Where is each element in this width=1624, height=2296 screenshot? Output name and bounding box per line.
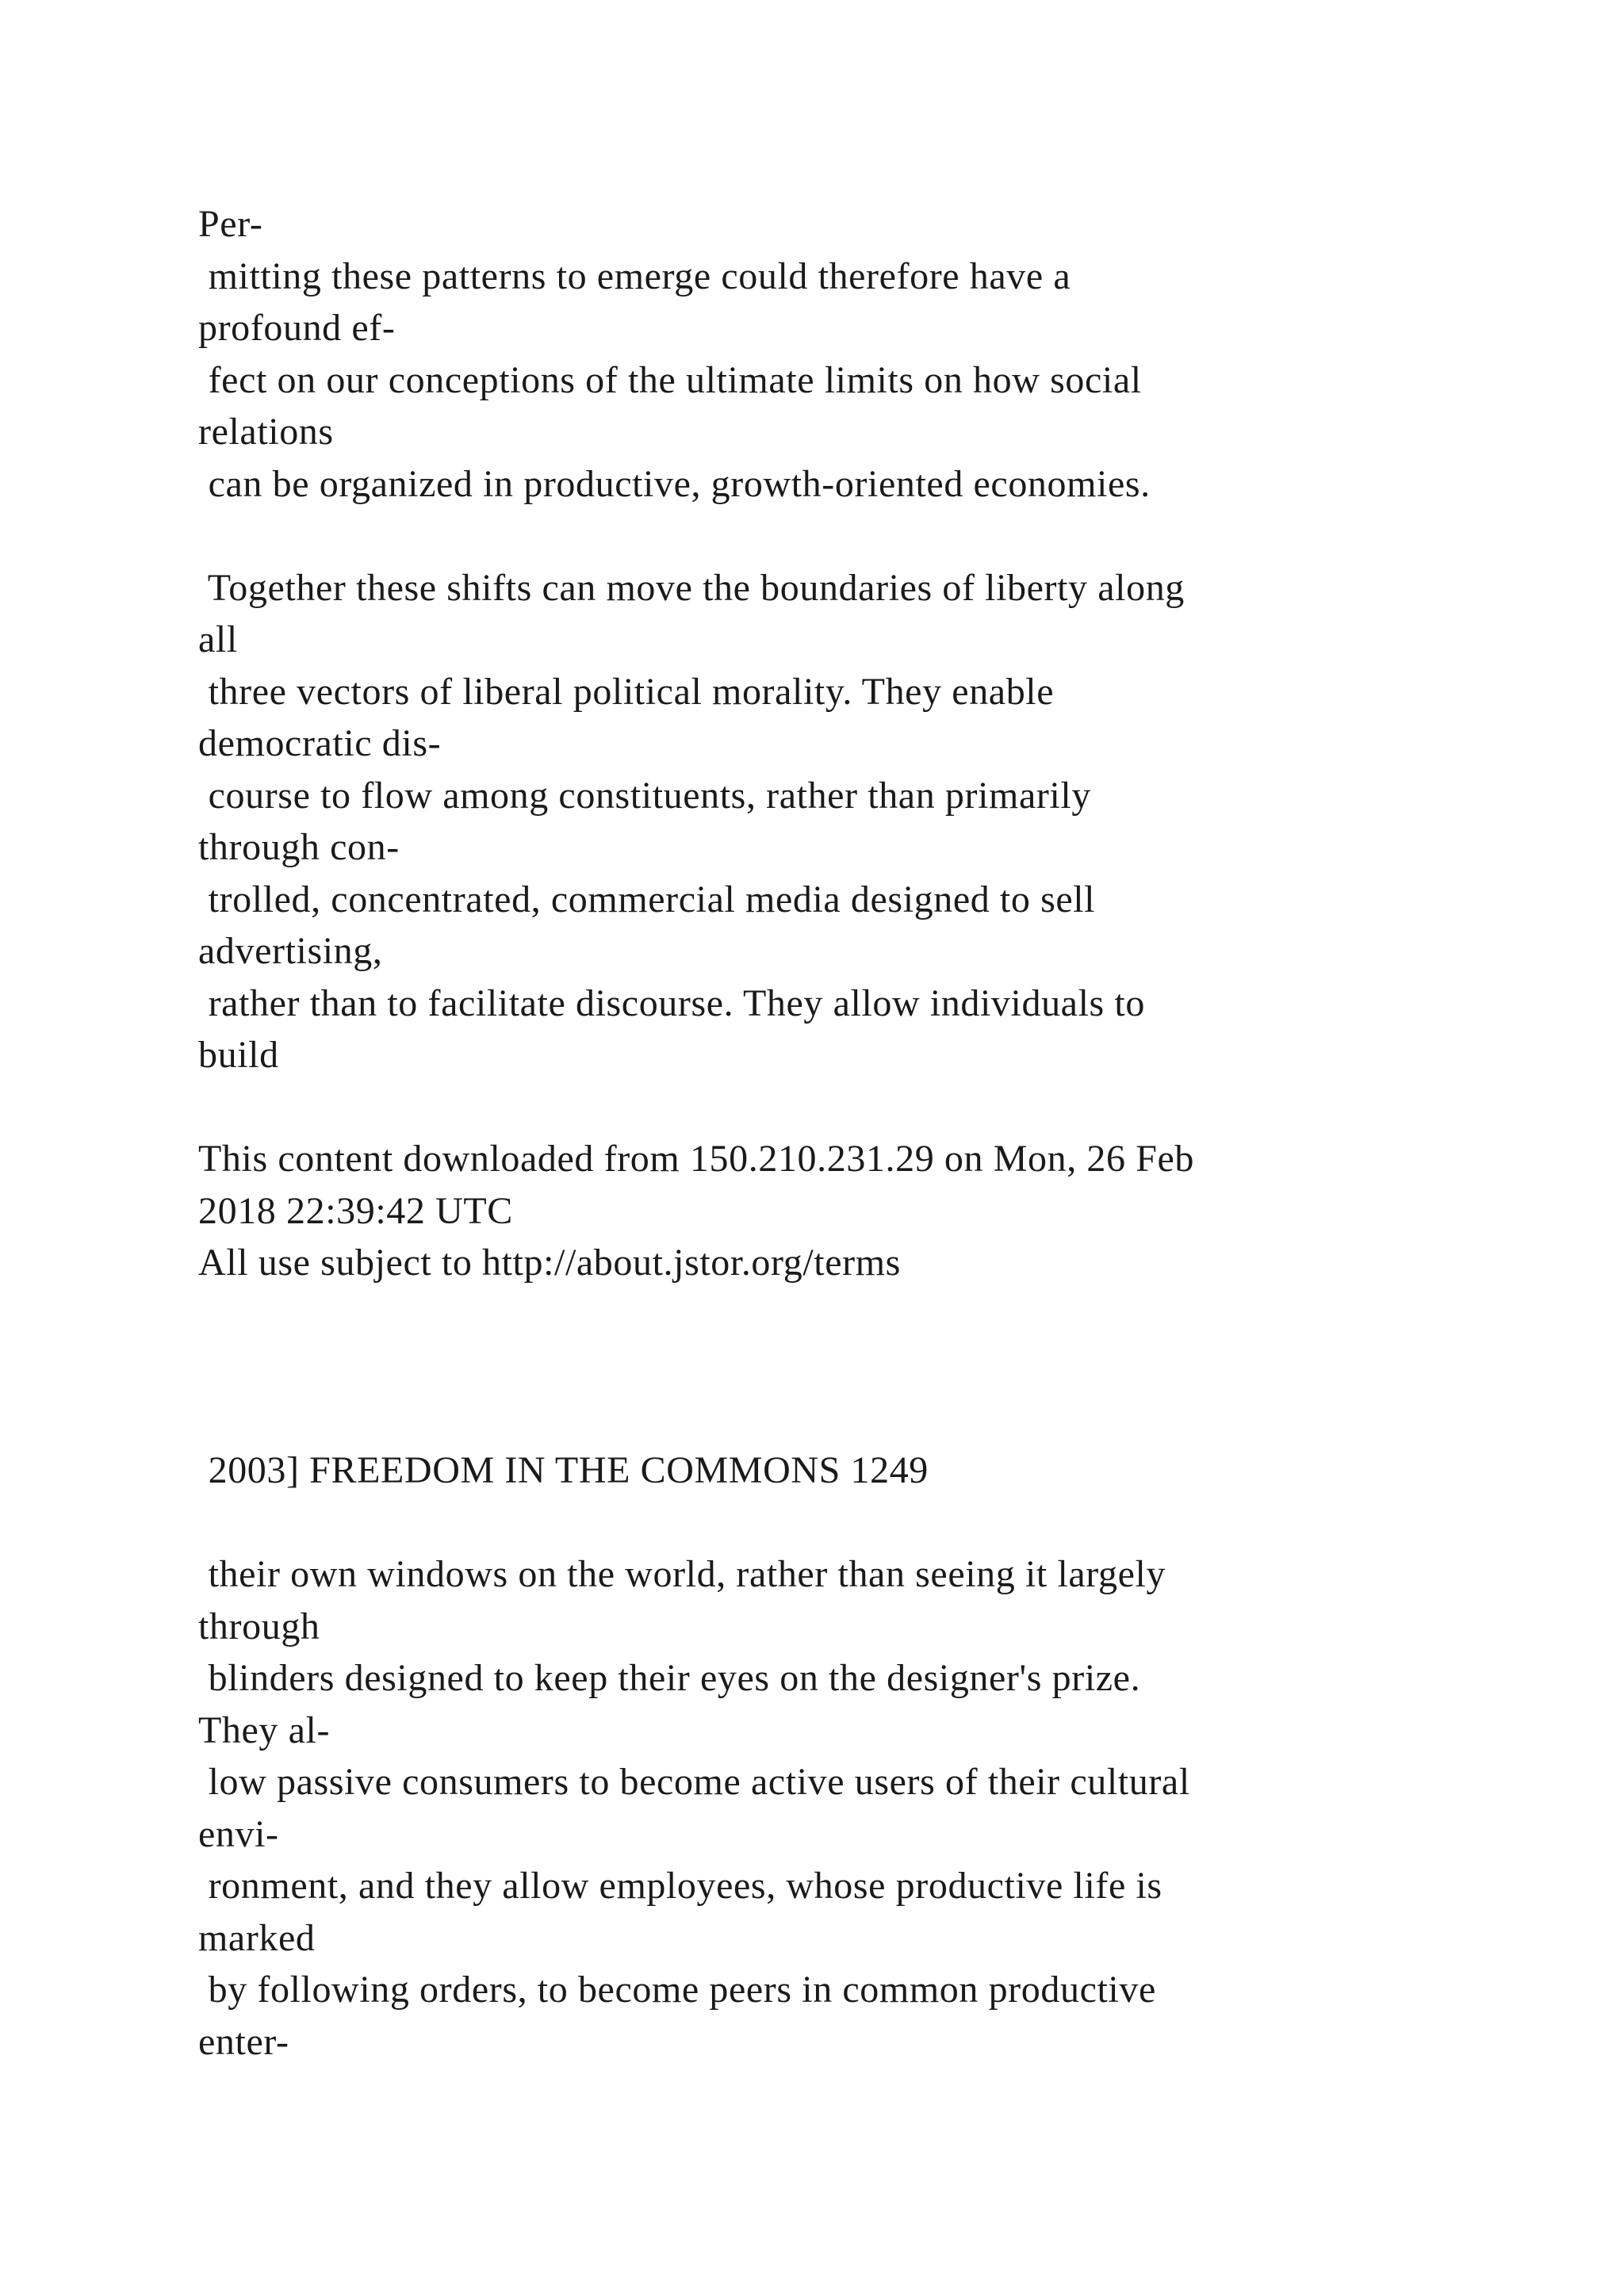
text-line: can be organized in productive, growth-oriented economies. — [198, 462, 1151, 505]
text-line: envi- — [198, 1812, 279, 1855]
download-notice — [198, 1133, 1467, 1289]
blank-line — [198, 1341, 1467, 1393]
text-line: build — [198, 1034, 279, 1076]
text-line: through — [198, 1605, 320, 1647]
text-line: trolled, concentrated, commercial media designed to sell — [198, 878, 1096, 920]
text-line: marked — [198, 1916, 316, 1959]
text-line: course to flow among constituents, rather than primarily — [198, 774, 1091, 817]
text-line: through con- — [198, 826, 400, 868]
text-line: Together these shifts can move the boundaries of liberty along — [198, 566, 1185, 609]
text-line: low passive consumers to become active users of their cultural — [198, 1761, 1190, 1803]
text-line: Per- — [198, 203, 263, 245]
text-line: relations — [198, 411, 334, 453]
text-line: enter- — [198, 2020, 289, 2063]
download-notice-line: This content downloaded from 150.210.231.29 on Mon, 26 Feb — [198, 1138, 1195, 1180]
document-page — [198, 198, 1467, 2068]
text-line: their own windows on the world, rather than seeing it largely — [198, 1553, 1166, 1595]
blank-line — [198, 1289, 1467, 1341]
text-line: all — [198, 618, 238, 660]
blank-line — [198, 1081, 1467, 1134]
text-line: three vectors of liberal political morality. They enable — [198, 670, 1055, 713]
text-line: by following orders, to become peers in common productive — [198, 1969, 1156, 2011]
blank-line — [198, 1393, 1467, 1445]
text-line: advertising, — [198, 930, 383, 972]
text-line: profound ef- — [198, 307, 396, 349]
running-header: 2003] FREEDOM IN THE COMMONS 1249 — [198, 1449, 929, 1491]
text-line: They al- — [198, 1709, 331, 1751]
blank-line — [198, 1497, 1467, 1549]
download-notice-line: 2018 22:39:42 UTC — [198, 1189, 513, 1232]
terms-notice-line: All use subject to http://about.jstor.org/terms — [198, 1242, 901, 1284]
text-line: mitting these patterns to emerge could therefore have a — [198, 254, 1071, 297]
paragraph-block-3 — [198, 1548, 1467, 2068]
text-line: blinders designed to keep their eyes on the designer's prize. — [198, 1657, 1141, 1699]
text-line: democratic dis- — [198, 722, 442, 764]
paragraph-block-2 — [198, 562, 1467, 1081]
text-line: ronment, and they allow employees, whose productive life is — [198, 1865, 1162, 1907]
text-line: fect on our conceptions of the ultimate limits on how social — [198, 358, 1142, 401]
text-line: rather than to facilitate discourse. They allow individuals to — [198, 982, 1145, 1024]
blank-line — [198, 510, 1467, 562]
paragraph-block-1 — [198, 198, 1467, 510]
